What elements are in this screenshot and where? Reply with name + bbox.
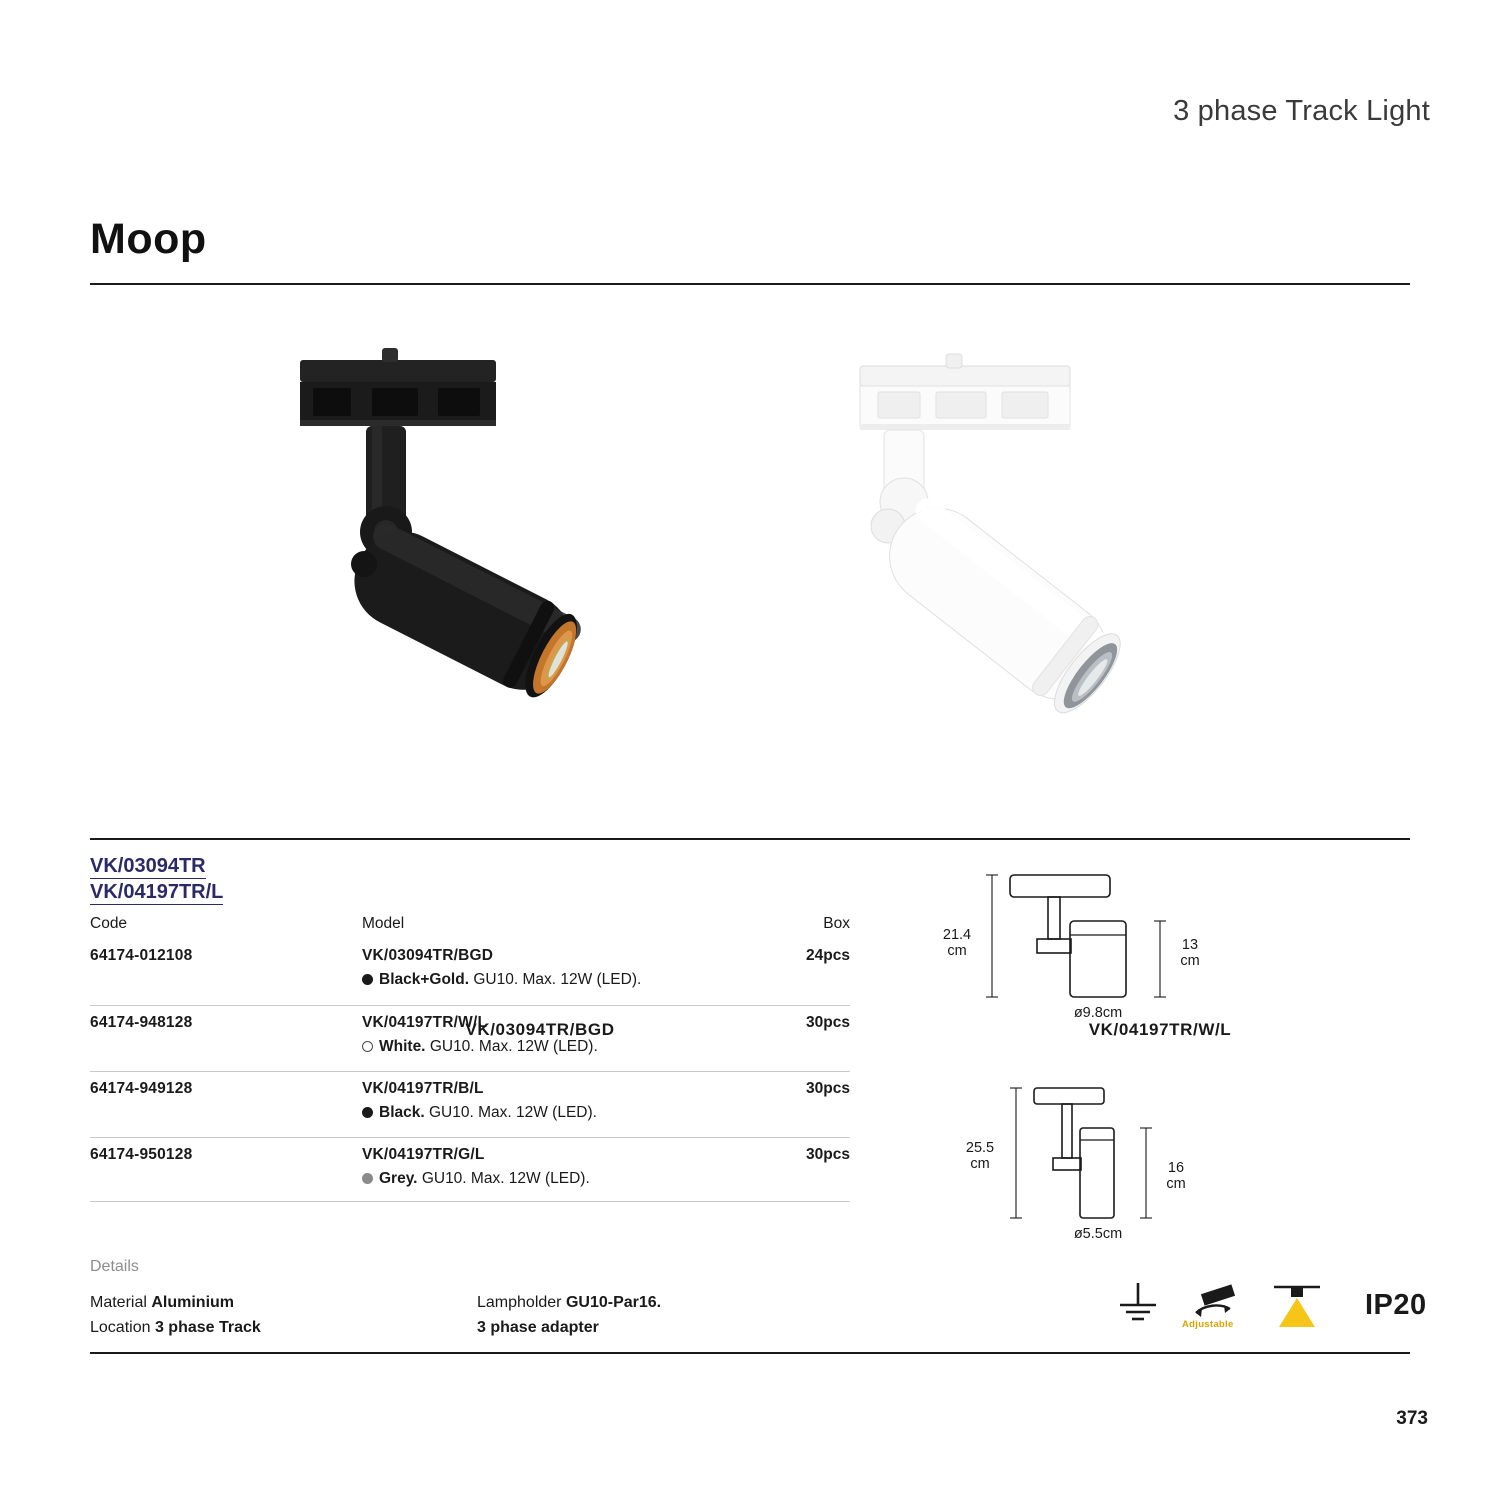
row-spec: GU10. Max. 12W (LED). [421,1170,590,1187]
row-box: 30pcs [806,1014,850,1031]
row-color-name: Black. [379,1104,425,1121]
detail-material-label: Material [90,1294,147,1311]
row-code: 64174-950128 [90,1146,193,1163]
column-header-code: Code [90,915,128,932]
row-code: 64174-012108 [90,947,193,964]
dim2-body-label [1156,1160,1196,1192]
detail-adapter [477,1315,661,1340]
table-row [90,1005,850,1071]
row-box: 30pcs [806,1146,850,1163]
row-description [362,1038,598,1056]
series-code-1-text: VK/03094TR [90,855,206,877]
detail-lampholder [477,1290,661,1315]
earth-class-icon [1120,1283,1156,1319]
detail-location-value: 3 phase Track [154,1319,261,1336]
table-bottom-divider [90,1201,850,1202]
dim2-height-value: 25.5 [965,1140,995,1156]
row-model: VK/03094TR/BGD [362,947,494,964]
row-description [362,1104,597,1122]
details-label: Details [90,1258,139,1275]
divider-middle [90,838,1410,840]
row-color-name: Black+Gold. [379,971,470,988]
color-swatch-icon [362,1173,373,1184]
details-column-left [90,1290,261,1340]
detail-location-label: Location [90,1319,151,1336]
row-box: 30pcs [806,1080,850,1097]
product-caption-1: VK/03094TR/BGD [465,1020,615,1039]
detail-adapter-value: 3 phase adapter [477,1319,599,1336]
dim1-diameter-label: ø9.8cm [1073,1005,1123,1021]
adjustable-icon [1196,1284,1235,1317]
row-model: VK/04197TR/W/L [362,1014,488,1031]
details-column-right [477,1290,661,1340]
detail-lampholder-value: GU10-Par16. [565,1294,662,1311]
dimension-drawings [930,865,1260,1285]
downlight-beam-icon [1274,1287,1320,1327]
row-description [362,1170,590,1188]
dim1-body-value: 13 [1181,937,1199,953]
series-code-2 [90,881,223,904]
divider-bottom [90,1352,1410,1354]
row-description [362,971,641,989]
series-code-2-text: VK/04197TR/L [90,881,224,903]
table-row [90,1137,850,1201]
dim1-height-label [930,927,984,959]
dim1-height-value: 21.4 [942,927,972,943]
column-header-model: Model [362,915,405,932]
product-table [90,915,850,1202]
dimension-drawing-2 [950,1080,1250,1285]
dim2-height-unit: cm [970,1156,990,1172]
product-caption-2: VK/04197TR/W/L [1088,1020,1232,1039]
color-swatch-icon [362,974,373,985]
row-spec: GU10. Max. 12W (LED). [473,971,642,988]
detail-material [90,1290,261,1315]
row-color-name: White. [379,1038,426,1055]
ip-rating-badge: IP20 [1365,1289,1427,1321]
row-model: VK/04197TR/B/L [362,1080,484,1097]
page-title: Moop [90,215,207,263]
dim2-diameter-label: ø5.5cm [1073,1226,1123,1242]
dim1-body-unit: cm [1180,953,1200,969]
series-code-1 [90,855,206,878]
column-header-box: Box [823,915,850,932]
row-code: 64174-948128 [90,1014,193,1031]
row-code: 64174-949128 [90,1080,193,1097]
table-row [90,1071,850,1137]
row-model: VK/04197TR/G/L [362,1146,485,1163]
row-spec: GU10. Max. 12W (LED). [428,1104,597,1121]
detail-lampholder-label: Lampholder [477,1294,562,1311]
table-row [90,939,850,1005]
dim2-body-value: 16 [1167,1160,1185,1176]
row-color-name: Grey. [379,1170,418,1187]
row-spec: GU10. Max. 12W (LED). [429,1038,598,1055]
dimension-drawing-1 [930,865,1230,1070]
table-header-row [90,915,850,939]
color-swatch-icon [362,1041,373,1052]
detail-material-value: Aluminium [151,1294,235,1311]
adjustable-label: Adjustable [1182,1319,1234,1330]
dim2-body-unit: cm [1166,1176,1186,1192]
dim1-body-label [1170,937,1210,969]
dim2-height-label [952,1140,1008,1172]
category-title: 3 phase Track Light [1173,95,1430,127]
product-photo-white [750,320,1310,760]
divider-top [90,283,1410,285]
detail-location [90,1315,261,1340]
row-box: 24pcs [806,947,850,964]
spec-icons [1110,1275,1430,1345]
color-swatch-icon [362,1107,373,1118]
product-photo-black-gold [150,320,710,760]
dim1-height-unit: cm [947,943,967,959]
page-number: 373 [1396,1408,1428,1429]
